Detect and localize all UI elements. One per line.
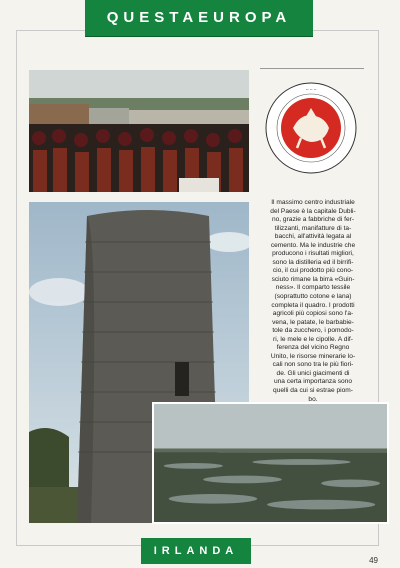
shoreline-photo [152, 402, 389, 524]
header-title: QUESTAEUROPA [85, 0, 313, 36]
page-number: 49 [369, 556, 378, 565]
svg-text:~ ~ ~: ~ ~ ~ [305, 88, 317, 93]
parade-photo [29, 70, 249, 192]
crest-seal-icon [265, 82, 357, 174]
article-text: Il massimo centro industriale del Paese è la capitale Dubli- no, grazie a fabbriche di fer- tilizzanti, manifatture di ta- bacchi, all'attività legata al cemento. Ma le industrie che producono i risultati migliori, sono la distilleria ed il birrifi- cio, il cui prodotto più cono- sciuto rimane la birra «Guin- ness». Il comparto tessile (soprattutto cotone e lana) completa il quadro. I prodotti agricoli più copiosi sono l'a- vena, le patate, le barbabie- tole da zucchero, i pomodo- ri, le mele e le cipolle. A dif- ferenza del vicino Regno Unito, le risorse minerarie lo- cali non sono tra le più fiori- de. Gli unici giacimenti di una certa importanza sono quelli da cui si estrae piom- bo. [270, 199, 356, 403]
column-rule [260, 68, 364, 69]
footer-section-title: IRLANDA [141, 538, 251, 564]
